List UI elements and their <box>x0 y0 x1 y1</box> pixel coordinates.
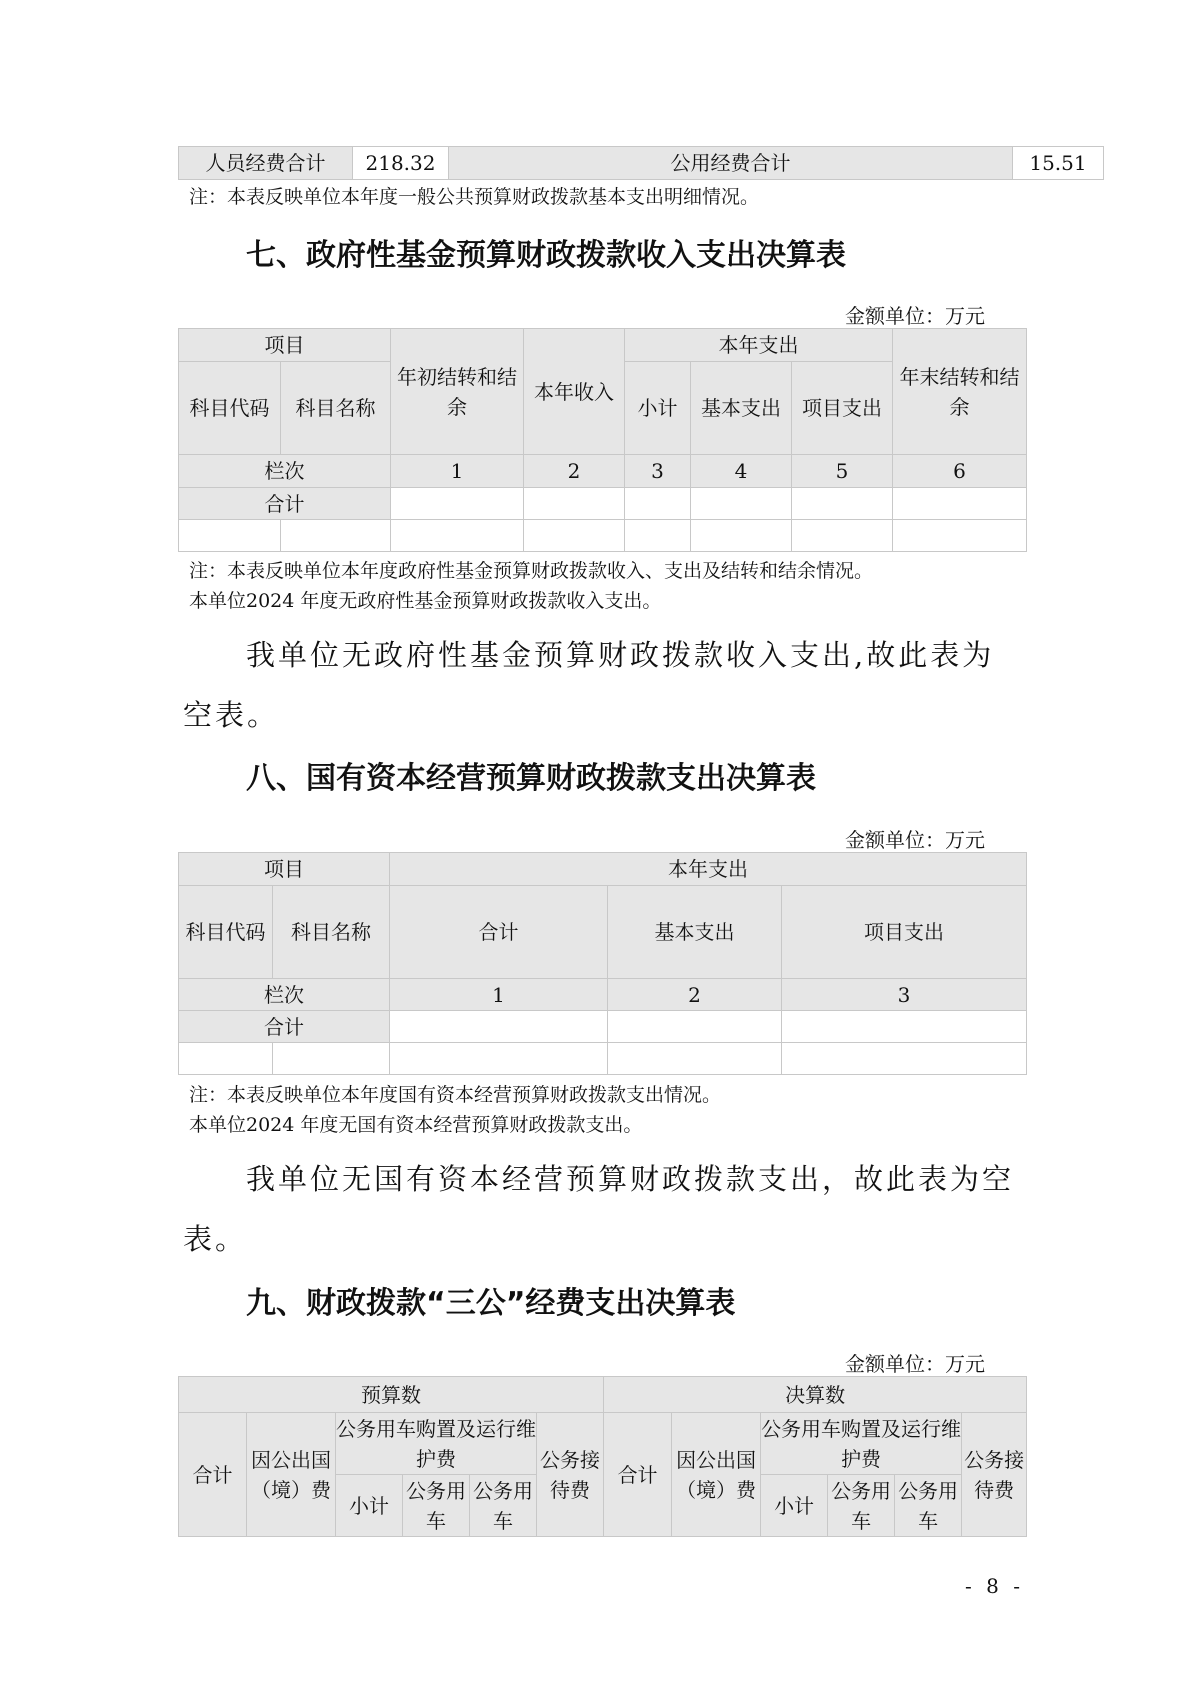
personnel-cost-label: 人员经费合计 <box>179 147 353 180</box>
s9-budget-subtotal-header: 小计 <box>336 1475 403 1537</box>
s8-code-header: 科目代码 <box>179 886 273 979</box>
s9-final-reception-header: 公务接待费 <box>962 1413 1027 1537</box>
table-cell <box>625 488 691 520</box>
s9-budget-header: 预算数 <box>179 1377 604 1413</box>
s7-income-header: 本年收入 <box>524 329 625 455</box>
section8-unit: 金额单位：万元 <box>845 828 985 852</box>
section8-heading: 八、国有资本经营预算财政拨款支出决算表 <box>246 761 816 796</box>
general-budget-summary-table <box>178 146 1104 180</box>
s8-column-row-label: 栏次 <box>179 979 390 1011</box>
s8-col-number: 3 <box>782 979 1027 1011</box>
public-cost-value: 15.51 <box>1013 147 1104 180</box>
s7-col-number: 4 <box>691 455 792 488</box>
s8-item-header: 项目 <box>179 853 390 886</box>
s9-budget-vehicle-header: 公务用车购置及运行维护费 <box>336 1413 537 1475</box>
s9-budget-total-header: 合计 <box>179 1413 247 1537</box>
top-table-note: 注：本表反映单位本年度一般公共预算财政拨款基本支出明细情况。 <box>189 186 760 208</box>
table-cell <box>281 520 391 552</box>
three-public-expenses-table <box>178 1376 1027 1537</box>
table-cell <box>782 1011 1027 1043</box>
s7-total-label: 合计 <box>179 488 391 520</box>
s7-paragraph-line2: 空表。 <box>183 698 280 732</box>
table-cell <box>524 488 625 520</box>
s7-col-number: 6 <box>893 455 1027 488</box>
table-cell <box>792 488 893 520</box>
section9-heading: 九、财政拨款“三公”经费支出决算表 <box>246 1286 736 1321</box>
s9-final-header: 决算数 <box>604 1377 1027 1413</box>
table-cell <box>691 488 792 520</box>
table-cell <box>391 488 524 520</box>
s8-paragraph-line2: 表。 <box>183 1222 248 1256</box>
table-cell <box>691 520 792 552</box>
s7-begin-balance-header: 年初结转和结余 <box>391 329 524 455</box>
table-cell <box>391 520 524 552</box>
s7-col-number: 2 <box>524 455 625 488</box>
table-cell <box>893 488 1027 520</box>
table-cell <box>273 1043 390 1075</box>
section7-heading: 七、政府性基金预算财政拨款收入支出决算表 <box>246 238 846 273</box>
section9-unit: 金额单位：万元 <box>845 1352 985 1376</box>
s8-col-number: 2 <box>608 979 782 1011</box>
table-cell <box>179 1043 273 1075</box>
s8-paragraph-line1: 我单位无国有资本经营预算财政拨款支出，故此表为空 <box>246 1162 1015 1196</box>
s7-item-header: 项目 <box>179 329 391 362</box>
table-cell <box>524 520 625 552</box>
s9-budget-car-operation-header: 公务用车 <box>470 1475 537 1537</box>
s9-budget-car-purchase-header: 公务用车 <box>403 1475 470 1537</box>
state-capital-table <box>178 852 1027 1075</box>
s7-col-number: 5 <box>792 455 893 488</box>
s7-note: 注：本表反映单位本年度政府性基金预算财政拨款收入、支出及结转和结余情况。 <box>189 560 874 582</box>
s7-end-balance-header: 年末结转和结余 <box>893 329 1027 455</box>
table-cell <box>893 520 1027 552</box>
s9-final-abroad-header: 因公出国（境）费 <box>672 1413 761 1537</box>
s9-budget-abroad-header: 因公出国（境）费 <box>247 1413 336 1537</box>
section7-unit: 金额单位：万元 <box>845 304 985 328</box>
page-number: - 8 - <box>965 1574 1024 1598</box>
s7-expense-header: 本年支出 <box>625 329 893 362</box>
s7-paragraph-line1: 我单位无政府性基金预算财政拨款收入支出,故此表为 <box>246 638 995 672</box>
s8-note: 注：本表反映单位本年度国有资本经营预算财政拨款支出情况。 <box>189 1084 722 1106</box>
s8-col-number: 1 <box>390 979 608 1011</box>
table-cell <box>782 1043 1027 1075</box>
s8-name-header: 科目名称 <box>273 886 390 979</box>
public-cost-label: 公用经费合计 <box>449 147 1013 180</box>
table-cell <box>608 1043 782 1075</box>
s8-basic-header: 基本支出 <box>608 886 782 979</box>
s7-code-header: 科目代码 <box>179 362 281 455</box>
table-cell <box>390 1011 608 1043</box>
s8-expense-header: 本年支出 <box>390 853 1027 886</box>
table-cell <box>792 520 893 552</box>
s7-project-header: 项目支出 <box>792 362 893 455</box>
s7-name-header: 科目名称 <box>281 362 391 455</box>
personnel-cost-value: 218.32 <box>353 147 449 180</box>
s8-total-label: 合计 <box>179 1011 390 1043</box>
s7-col-number: 1 <box>391 455 524 488</box>
government-fund-table <box>178 328 1027 552</box>
s8-project-header: 项目支出 <box>782 886 1027 979</box>
s9-final-total-header: 合计 <box>604 1413 672 1537</box>
s9-final-car-operation-header: 公务用车 <box>895 1475 962 1537</box>
s8-total-header: 合计 <box>390 886 608 979</box>
table-cell <box>625 520 691 552</box>
table-cell <box>608 1011 782 1043</box>
s9-final-vehicle-header: 公务用车购置及运行维护费 <box>761 1413 962 1475</box>
s9-final-subtotal-header: 小计 <box>761 1475 828 1537</box>
s7-basic-header: 基本支出 <box>691 362 792 455</box>
s7-subtotal-header: 小计 <box>625 362 691 455</box>
s8-note-no-data: 本单位2024 年度无国有资本经营预算财政拨款支出。 <box>189 1114 643 1136</box>
s9-budget-reception-header: 公务接待费 <box>537 1413 604 1537</box>
table-cell <box>390 1043 608 1075</box>
table-cell <box>179 520 281 552</box>
s7-column-row-label: 栏次 <box>179 455 391 488</box>
s7-col-number: 3 <box>625 455 691 488</box>
s9-final-car-purchase-header: 公务用车 <box>828 1475 895 1537</box>
s7-note-no-data: 本单位2024 年度无政府性基金预算财政拨款收入支出。 <box>189 590 662 612</box>
